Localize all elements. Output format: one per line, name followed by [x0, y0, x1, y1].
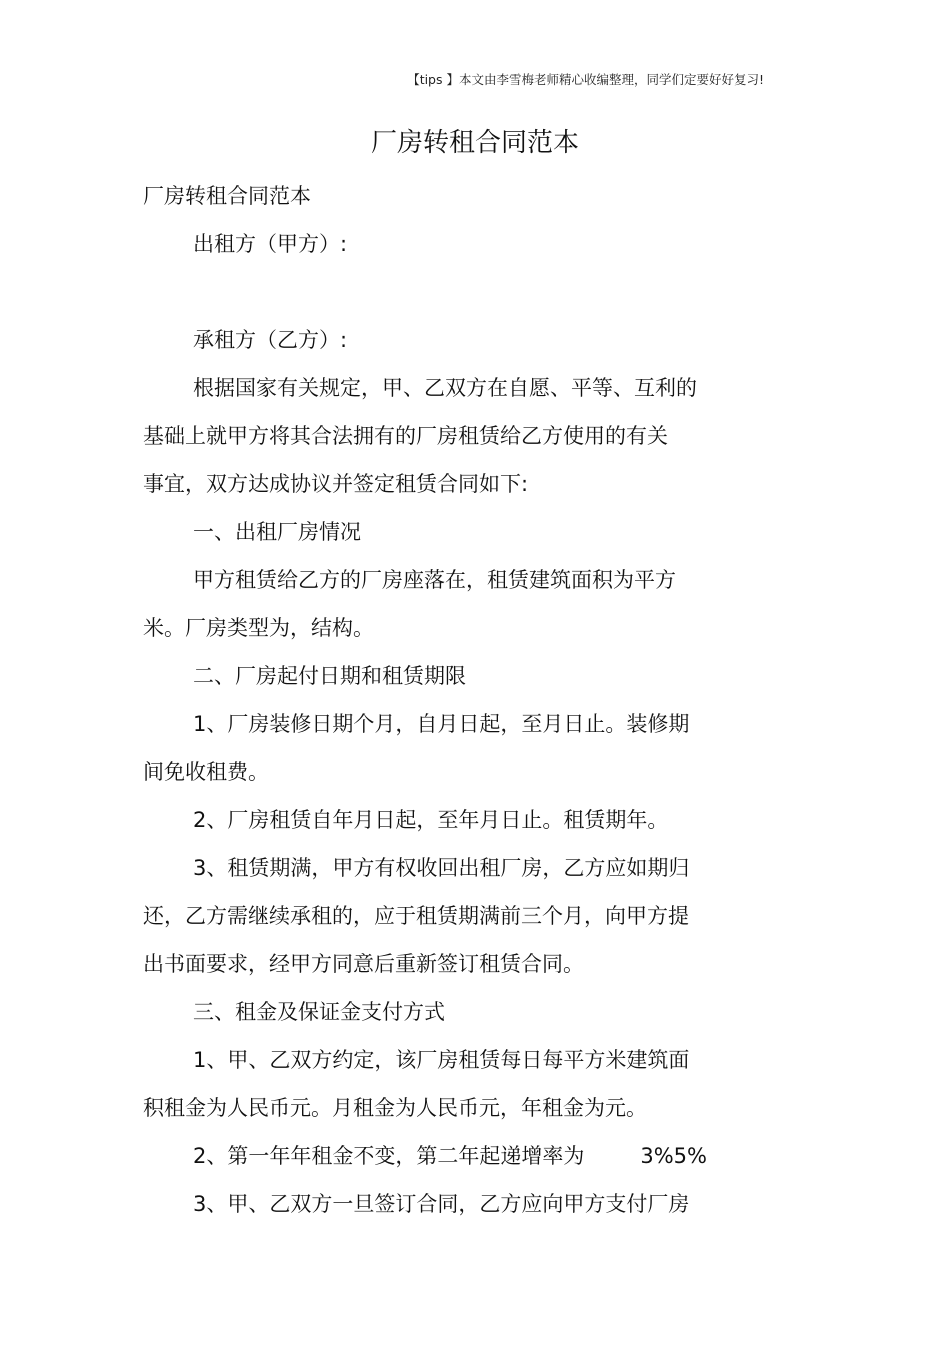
section-3-item-3: 3、甲、乙双方一旦签订合同，乙方应向甲方支付厂房 [193, 1192, 690, 1216]
section-3-item-1: 1、甲、乙双方约定，该厂房租赁每日每平方米建筑面 [193, 1048, 690, 1072]
section-2-item-3-cont: 还，乙方需继续承租的，应于租赁期满前三个月，向甲方提 [143, 904, 689, 928]
intro-line: 根据国家有关规定，甲、乙双方在自愿、平等、互利的 [193, 376, 697, 400]
section-2-item-2: 2、厂房租赁自年月日起，至年月日止。租赁期年。 [193, 808, 669, 832]
section-2-item-3: 3、租赁期满，甲方有权收回出租厂房，乙方应如期归 [193, 856, 690, 880]
lessor-label: 出租方（甲方）: [193, 232, 348, 256]
blank-line [143, 268, 743, 316]
document-title: 厂房转租合同范本 [370, 128, 579, 158]
section-1-title: 一、出租厂房情况 [193, 520, 361, 544]
intro-line: 事宜，双方达成协议并签定租赁合同如下: [143, 472, 529, 496]
lessee-label: 承租方（乙方）: [193, 328, 348, 352]
tips-header: 【tips 】本文由李雪梅老师精心收编整理，同学们定要好好复习! [407, 72, 764, 87]
intro-line: 基础上就甲方将其合法拥有的厂房租赁给乙方使用的有关 [143, 424, 668, 448]
section-2-item-3-cont: 出书面要求，经甲方同意后重新签订租赁合同。 [143, 952, 584, 976]
section-2-item-1: 1、厂房装修日期个月，自月日起，至月日止。装修期 [193, 712, 690, 736]
section-1-line: 甲方租赁给乙方的厂房座落在，租赁建筑面积为平方 [193, 568, 676, 592]
document-subtitle: 厂房转租合同范本 [143, 184, 311, 208]
section-3-item-2 [143, 1132, 743, 1180]
section-3-item-1-cont: 积租金为人民币元。月租金为人民币元，年租金为元。 [143, 1096, 647, 1120]
section-3-title: 三、租金及保证金支付方式 [193, 1000, 445, 1024]
document-body [143, 172, 743, 1228]
section-1-line: 米。厂房类型为，结构。 [143, 616, 374, 640]
section-2-title: 二、厂房起付日期和租赁期限 [193, 664, 466, 688]
section-2-item-1-cont: 间免收租费。 [143, 760, 269, 784]
increase-rate: 3%5% [640, 1144, 707, 1168]
section-3-item-2-text: 2、第一年年租金不变，第二年起递增率为 [193, 1144, 585, 1168]
